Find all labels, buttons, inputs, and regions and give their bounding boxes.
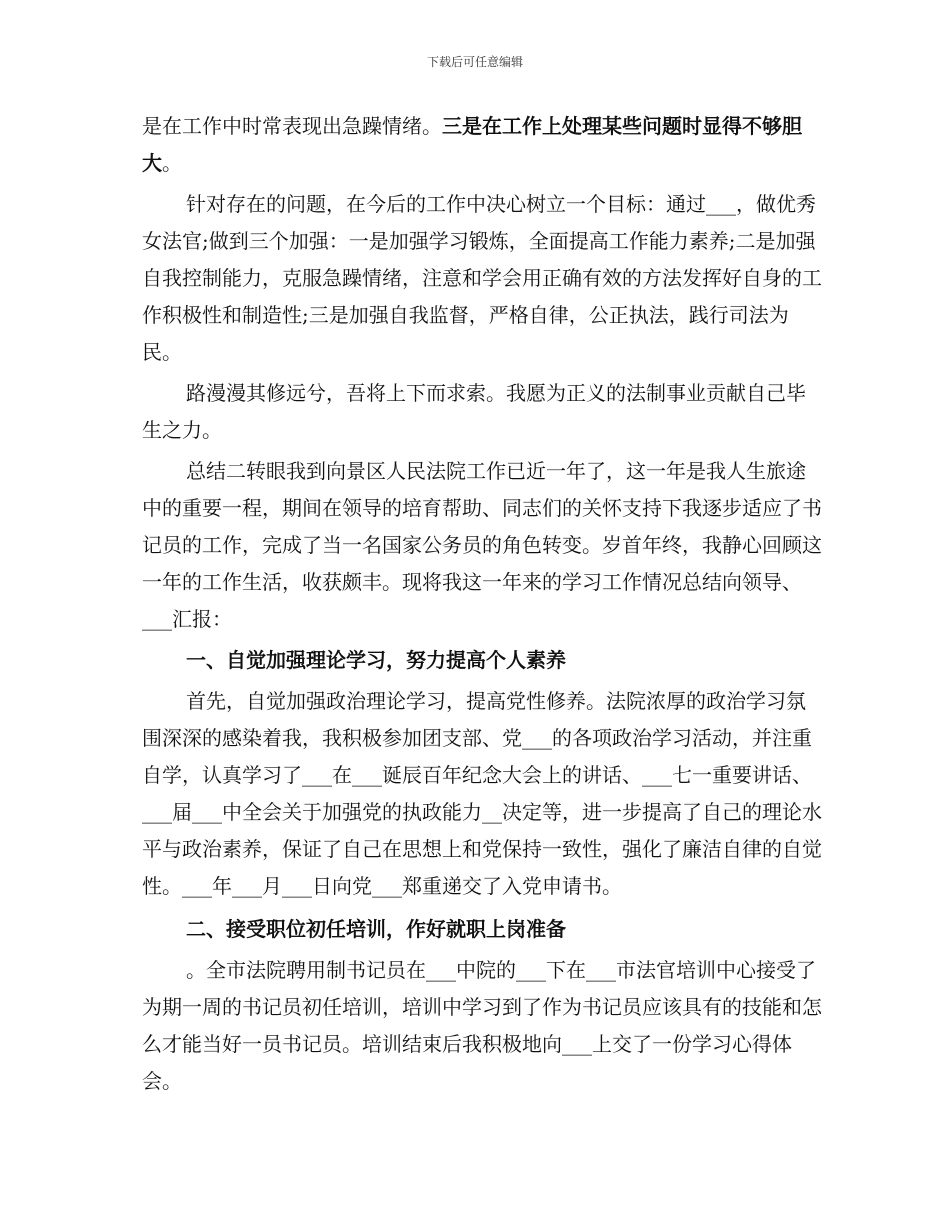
section-heading-1: 一、自觉加强理论学习，努力提高个人素养 <box>186 648 566 672</box>
paragraph-3: 路漫漫其修远兮，吾将上下而求索。我愿为正义的法制事业贡献自己毕生之力。 <box>142 381 806 442</box>
paragraph-1-end: 。 <box>162 151 182 175</box>
paragraph-2: 针对存在的问题，在今后的工作中决心树立一个目标：通过___，做优秀女法官;做到三个加强：一是加强学习锻炼，全面提高工作能力素养;二是加强自我控制能力，克服急躁情绪，注意和学会用正确有效的方法发挥好自身的工作积极性和制造性;三是加强自我监督，严格自律，公正执法，践行司法为民。 <box>142 192 822 364</box>
page-header: 下载后可任意编辑 <box>426 55 523 69</box>
paragraph-1-text: 是在工作中时常表现出急躁情绪。 <box>142 114 442 138</box>
paragraph-5: 首先，自觉加强政治理论学习，提高党性修养。法院浓厚的政治学习氛围深深的感染着我，我积极参加团支部、党___的各项政治学习活动，并注重自学，认真学习了___在___诞辰百年纪念大会上的讲话、___七一重要讲话、___届___中全会关于加强党的执政能力__决定等，进一步提高了自己的理论水平与政治素养，保证了自己在思想上和党保持一致性，强化了廉洁自律的自觉性。___年___月___日向党___郑重递交了入党申请书。 <box>142 689 822 898</box>
paragraph-1-bold-text: 三是在工作上处理某些问题时显得不够胆大 <box>142 114 802 175</box>
section-heading-2: 二、接受职位初任培训，作好就职上岗准备 <box>186 917 566 941</box>
document-body <box>142 108 822 1100</box>
paragraph-6: 。全市法院聘用制书记员在___中院的___下在___市法官培训中心接受了为期一周的书记员初任培训，培训中学习到了作为书记员应该具有的技能和怎么才能当好一员书记员。培训结束后我积极地向___上交了一份学习心得体会。 <box>142 958 822 1093</box>
paragraph-1 <box>142 108 822 182</box>
paragraph-4: 总结二转眼我到向景区人民法院工作已近一年了，这一年是我人生旅途中的重要一程，期间在领导的培育帮助、同志们的关怀支持下我逐步适应了书记员的工作，完成了当一名国家公务员的角色转变。岁首年终，我静心回顾这一年的工作生活，收获颇丰。现将我这一年来的学习工作情况总结向领导、___汇报： <box>142 459 822 631</box>
